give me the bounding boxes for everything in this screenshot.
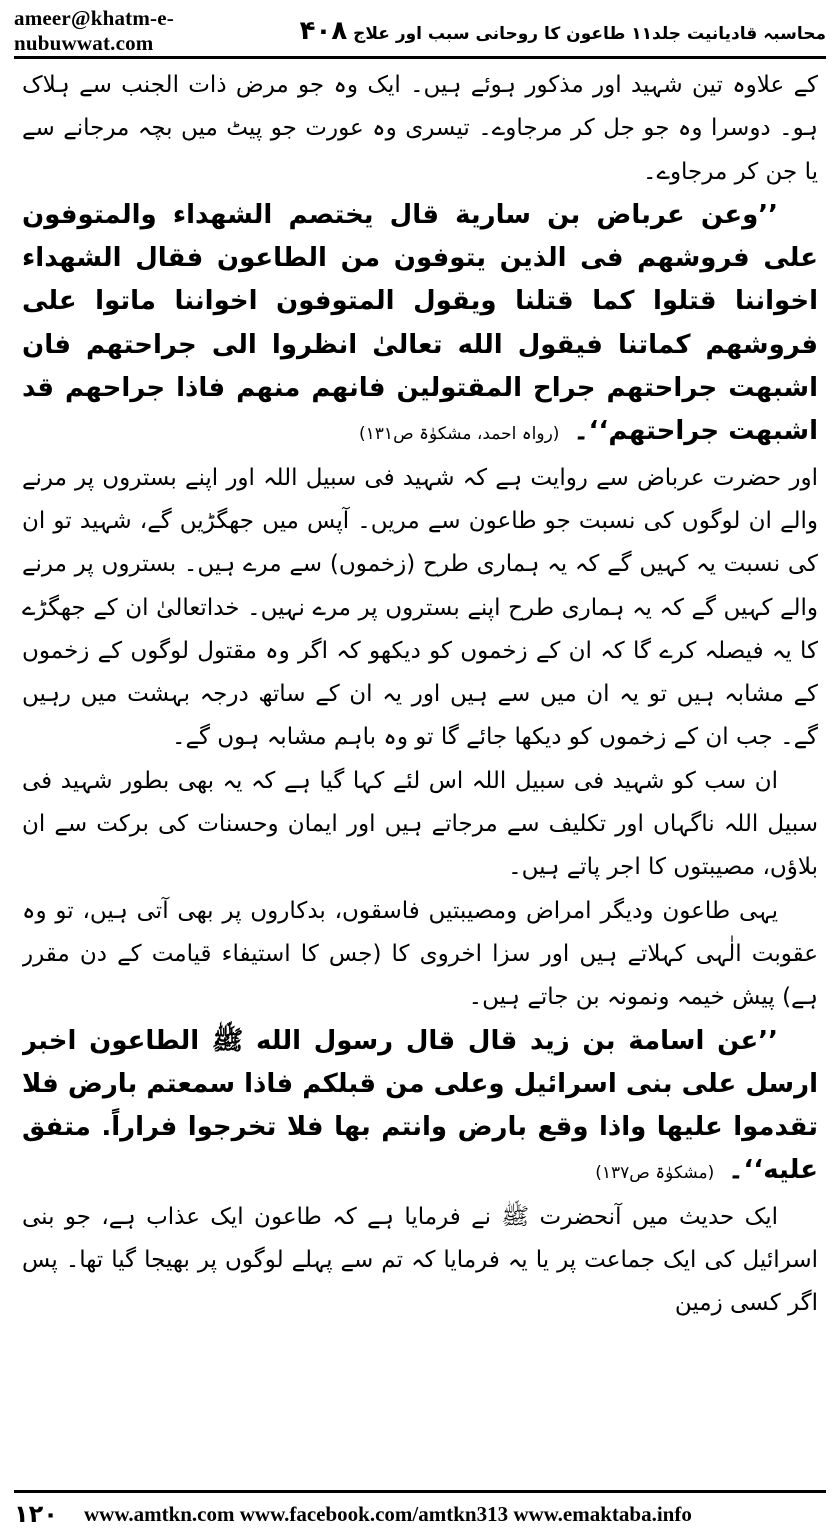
book-title: محاسبہ قادیانیت جلد۱۱ طاعون کا روحانی سبب اور علاج xyxy=(353,24,826,44)
footer-page-number: ۱۲۰ xyxy=(14,1500,58,1528)
header-title-group xyxy=(294,16,826,46)
paragraph-4 xyxy=(22,890,818,1020)
paragraph-5 xyxy=(22,1196,818,1326)
page-footer xyxy=(14,1494,826,1534)
arabic-hadith-1 xyxy=(22,194,818,457)
paragraph-text: اور حضرت عرباض سے روایت ہے کہ شہید فی سبیل اللہ اور اپنے بستروں پر مرنے والے ان لوگوں کی نسبت جو طاعون سے مریں۔ آپس میں جھگڑیں گے، شہید تو ان کی نسبت یہ کہیں گے کہ یہ ہماری طرح (زخموں) سے مرے ہیں۔ بستروں پر مرنے والے کہیں گے کہ یہ ہماری طرح اپنے بستروں پر مرے نہیں۔ خداتعالیٰ ان کے جھگڑے کا یہ فیصلہ کرے گا کہ ان کے زخموں کو دیکھو کہ اگر وہ مقتول لوگوں کے زخموں کے مشابہ ہیں تو یہ ان میں سے ہیں اور یہ ان کے ساتھ درجہ بہشت میں رہیں گے۔ جب ان کے زخموں کو دیکھا جائے گا تو وہ باہم مشابہ ہوں گے۔ xyxy=(22,464,818,751)
citation: (رواہ احمد، مشکوٰۃ ص۱۳۱) xyxy=(359,424,560,445)
paragraph-text: یہی طاعون ودیگر امراض ومصیبتیں فاسقوں، بدکاروں پر بھی آتی ہیں، تو وہ عقوبت الٰہی کہلاتے ہیں اور سزا اخروی کا (جس کا استیفاء قیامت کے دن مقرر ہے) پیش خیمہ ونمونہ بن جاتے ہیں۔ xyxy=(22,897,818,1011)
page-body xyxy=(22,64,818,1464)
page-header xyxy=(14,8,826,54)
paragraph-text: ایک حدیث میں آنحضرت ﷺ نے فرمایا ہے کہ طاعون ایک عذاب ہے، جو بنی اسرائیل کی ایک جماعت پر یا یہ فرمایا کہ تم سے پہلے لوگوں پر بھیجا گیا تھا۔ پس اگر کسی زمین xyxy=(22,1203,818,1317)
hadith-text: ’’وعن عرباض بن سارية قال يختصم الشهداء والمتوفون على فروشهم فى الذين يتوفون من الطاعون فقال الشهداء اخواننا قتلوا كما قتلنا ويقول المتوفون اخواننا ماتوا على فروشهم كماتنا فيقول الله تعالىٰ انظروا الى جراحتهم فان اشبهت جراحتهم جراح المقتولين فانهم منهم فاذا جراحهم قد اشبهت جراحتهم‘‘۔ xyxy=(22,199,818,447)
hadith-text: ’’عن اسامة بن زيد قال قال رسول الله ﷺ الطاعون اخبر ارسل على بنى اسرائيل وعلى من قبلكم فاذا سمعتم بارض فلا تقدموا عليها واذا وقع بارض وانتم بها فلا تخرجوا فراراً. متفق عليه‘‘۔ xyxy=(22,1025,818,1186)
citation: (مشکوٰۃ ص۱۳۷) xyxy=(595,1163,715,1184)
header-email: ameer@khatm-e-nubuwwat.com xyxy=(14,6,174,55)
paragraph-text: کے علاوہ تین شہید اور مذکور ہوئے ہیں۔ ایک وہ جو مرض ذات الجنب سے ہلاک ہو۔ دوسرا وہ جو جل کر مرجاوے۔ تیسری وہ عورت جو پیٹ میں بچہ مرجانے سے یا جن کر مرجاوے۔ xyxy=(22,72,818,185)
footer-rule xyxy=(14,1490,826,1493)
header-rule xyxy=(14,56,826,59)
paragraph-3 xyxy=(22,760,818,890)
paragraph-2 xyxy=(22,457,818,760)
header-page-number: ۴۰۸ xyxy=(299,16,348,46)
arabic-hadith-2 xyxy=(22,1020,818,1196)
paragraph-1 xyxy=(22,64,818,194)
paragraph-text: ان سب کو شہید فی سبیل اللہ اس لئے کہا گیا ہے کہ یہ بھی بطور شہید فی سبیل اللہ ناگہاں اور تکلیف سے مرجاتے ہیں اور ایمان وحسنات کی برکت سے ان بلاؤں، مصیبتوں کا اجر پاتے ہیں۔ xyxy=(22,767,818,881)
footer-websites: www.amtkn.com www.facebook.com/amtkn313 www.emaktaba.info xyxy=(84,1501,692,1526)
